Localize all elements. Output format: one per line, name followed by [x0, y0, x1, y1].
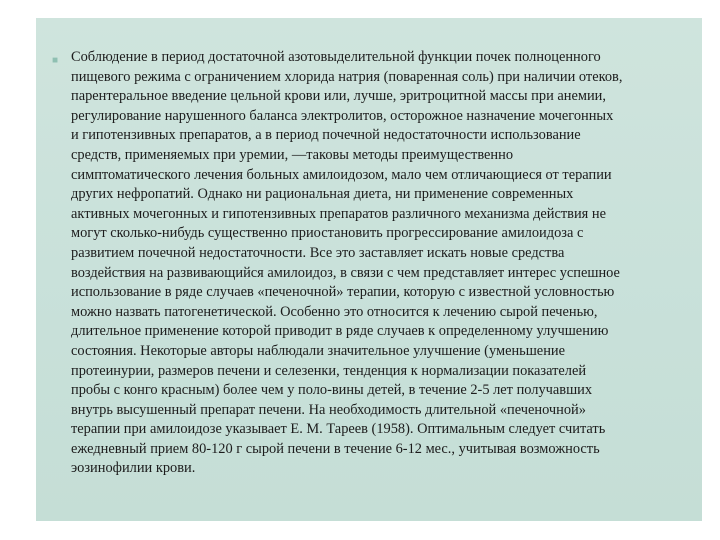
text-line: других нефропатий. Однако ни рациональная диета, ни применение современных [71, 186, 574, 203]
text-line: протеинурии, размеров печени и селезенки, тенденция к нормализации показателей [71, 362, 587, 379]
text-line: внутрь высушенный препарат печени. На необходимость длительной «печеночной» [71, 401, 586, 418]
text-line: пробы с конго красным) более чем у поло-вины детей, в течение 2-5 лет получавших [71, 382, 593, 399]
bullet-icon: ■ [52, 55, 59, 66]
text-line: активных мочегонных и гипотензивных препаратов различного механизма действия не [71, 205, 606, 222]
text-line: развитием почечной недостаточности. Все это заставляет искать новые средства [71, 244, 565, 261]
text-line: симптоматического лечения больных амилоидозом, мало чем отличающиеся от терапии [71, 166, 612, 183]
text-line: регулирование нарушенного баланса электролитов, осторожное назначение мочегонных [71, 107, 614, 124]
text-line: ежедневный прием 80-120 г сырой печени в течение 6-12 мес., учитывая возможность [71, 440, 600, 457]
text-line: эозинофилии крови. [71, 460, 196, 477]
text-line: использование в ряде случаев «печеночной» терапии, которую с известной условностью [71, 284, 615, 301]
body-paragraph [71, 48, 693, 479]
text-line: и гипотензивных препаратов, а в период почечной недостаточности использование [71, 127, 581, 144]
text-line: могут сколько-нибудь существенно приостановить прогрессирование амилоидоза с [71, 225, 584, 242]
text-line: длительное применение которой приводит в ряде случаев к определенному улучшению [71, 323, 609, 340]
text-line: воздействия на развивающийся амилоидоз, в связи с чем представляет интерес успешное [71, 264, 620, 281]
text-line: можно назвать патогенетической. Особенно это относится к лечению сырой печенью, [71, 303, 598, 320]
text-line: терапии при амилоидозе указывает Е. М. Тареев (1958). Оптимальным следует считать [71, 421, 606, 438]
text-line: парентеральное введение цельной крови или, лучше, эритроцитной массы при анемии, [71, 88, 606, 105]
text-line: средств, применяемых при уремии, —таковы методы преимущественно [71, 146, 514, 163]
text-line: пищевого режима с ограничением хлорида натрия (поваренная соль) при наличии отеков, [71, 68, 623, 85]
text-line: Соблюдение в период достаточной азотовыделительной функции почек полноценного [71, 49, 601, 65]
text-line: состояния. Некоторые авторы наблюдали значительное улучшение (уменьшение [71, 342, 565, 359]
